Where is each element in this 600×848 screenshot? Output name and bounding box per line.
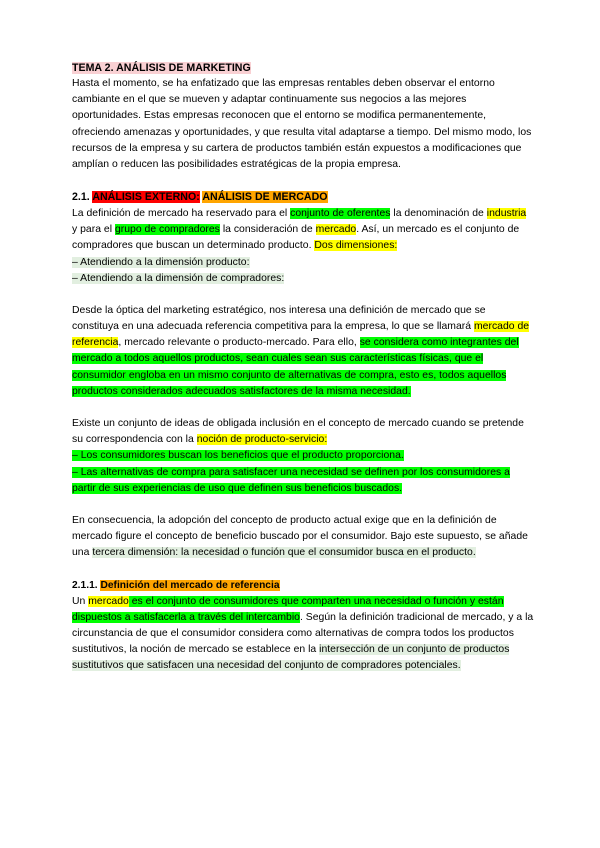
p4-seg1: Existe un conjunto de ideas de obligada inclusión en el concepto de mercado cuando se pretende su correspondencia con la	[72, 418, 524, 446]
section-heading-2-1-red-part: ANÁLISIS EXTERNO:	[92, 191, 200, 204]
list-1-item-0-text: – Atendiendo a la dimensión producto:	[72, 256, 250, 268]
spacer	[72, 400, 534, 416]
product-service-paragraph	[72, 416, 534, 448]
spacer	[72, 497, 534, 513]
list-item	[72, 465, 534, 497]
section-number-2-1: 2.1.	[72, 191, 93, 204]
p6-highlight-mercado: mercado	[88, 595, 129, 607]
p2-seg3: la denominación de	[390, 208, 487, 220]
section-heading-2-1-orange-part: ANÁLISIS DE MERCADO	[202, 191, 328, 204]
p2-seg9: . Así, un mercado es el conjunto de compradores que buscan un determinado producto.	[72, 224, 520, 252]
spacer	[72, 561, 534, 577]
market-definition-paragraph	[72, 206, 534, 254]
page-title-highlight: TEMA 2. ANÁLISIS DE MARKETING	[72, 62, 251, 74]
list-2-item-0-text: – Los consumidores buscan los beneficios que el producto proporciona.	[72, 450, 404, 462]
p3-highlight-se-considera-block: se considera como integrantes del mercado a todos aquellos productos, sean cuales sean sus características físicas, que el consumidor engloba en un mismo conjunto de alternativas de compra, esto es, todos aquellos productos considerados adecuados satisfactores de la misma necesidad.	[72, 337, 519, 397]
p3-seg1: Desde la óptica del marketing estratégico, nos interesa una definición de mercado que se constituya en una adecuada referencia competitiva para la empresa, lo que se llamará	[72, 304, 486, 333]
section-heading-2-1-1-orange-part: Definición del mercado de referencia	[100, 579, 280, 591]
section-heading-2-1	[72, 189, 534, 206]
list-2-item-1-text: – Las alternativas de compra para satisfacer una necesidad se definen por los consumidores a partir de sus experiencias de uso que definen sus beneficios buscados.	[72, 466, 510, 494]
third-dimension-paragraph	[72, 513, 534, 561]
p4-highlight-nocion-producto-servicio: noción de producto-servicio:	[196, 434, 328, 446]
p6-seg4: . Según la definición tradicional de mercado, y a la circunstancia de que el consumidor considera como alternativas de compra todos los productos sustitutivos, la noción de mercado se establece en la	[72, 611, 534, 656]
p2-seg7: la consideración de	[219, 224, 316, 236]
spacer	[72, 287, 534, 303]
p2-highlight-conjunto-oferentes: conjunto de oferentes	[290, 208, 391, 220]
p6-seg1: Un	[72, 595, 89, 607]
p2-highlight-grupo-compradores: grupo de compradores	[114, 224, 220, 236]
p6-highlight-definicion-block: es el conjunto de consumidores que comparten una necesidad o función y están dispuestos a satisfacerla a través del intercambio	[72, 595, 504, 623]
list-1-item-1-text: – Atendiendo a la dimensión de compradores:	[72, 272, 285, 284]
p2-seg1: La definición de mercado ha reservado para el	[72, 208, 291, 220]
p2-seg5: y para el	[72, 224, 115, 236]
market-reference-definition-paragraph	[72, 594, 534, 675]
section-heading-2-1-1	[72, 578, 534, 594]
intro-paragraph: Hasta el momento, se ha enfatizado que las empresas rentables deben observar el entorno cambiante en el que se mueven y adaptar continuamente sus negocios a las mejores oportunidades. Estas empresas reconocen que el entorno se modifica permanentemente, ofreciendo amenazas y oportunidades, y que resulta vital adaptarse a tiempo. Del mismo modo, los recursos de la empresa y su cartera de productos también están expuestos a modificaciones que amplían o reducen las posibilidades estratégicas de la propia empresa.	[72, 78, 532, 170]
p2-highlight-mercado: mercado	[315, 224, 357, 236]
p5-seg1: En consecuencia, la adopción del concepto de producto actual exige que en la definición de mercado figure el concepto de beneficio buscado por el consumidor. Bajo este supuesto, se añade una	[72, 514, 528, 559]
p2-highlight-industria: industria	[486, 208, 527, 220]
p3-seg3: , mercado relevante o producto-mercado. Para ello,	[118, 337, 360, 349]
reference-market-paragraph	[72, 303, 534, 400]
list-item	[72, 271, 534, 287]
p6-highlight-interseccion-block: intersección de un conjunto de productos sustitutivos que satisfacen una necesidad del conjunto de compradores potenciales.	[72, 644, 510, 672]
section-number-2-1-1: 2.1.1.	[72, 579, 101, 591]
list-item	[72, 448, 534, 464]
page-title	[72, 60, 534, 76]
p3-highlight-mercado-de-referencia: mercado de referencia	[72, 321, 530, 349]
spacer	[72, 173, 534, 189]
p5-highlight-tercera-dimension: tercera dimensión: la necesidad o función que el consumidor busca en el producto.	[92, 547, 476, 559]
p2-highlight-dos-dimensiones: Dos dimensiones:	[314, 240, 398, 252]
list-item	[72, 255, 534, 271]
document-body	[72, 60, 534, 675]
